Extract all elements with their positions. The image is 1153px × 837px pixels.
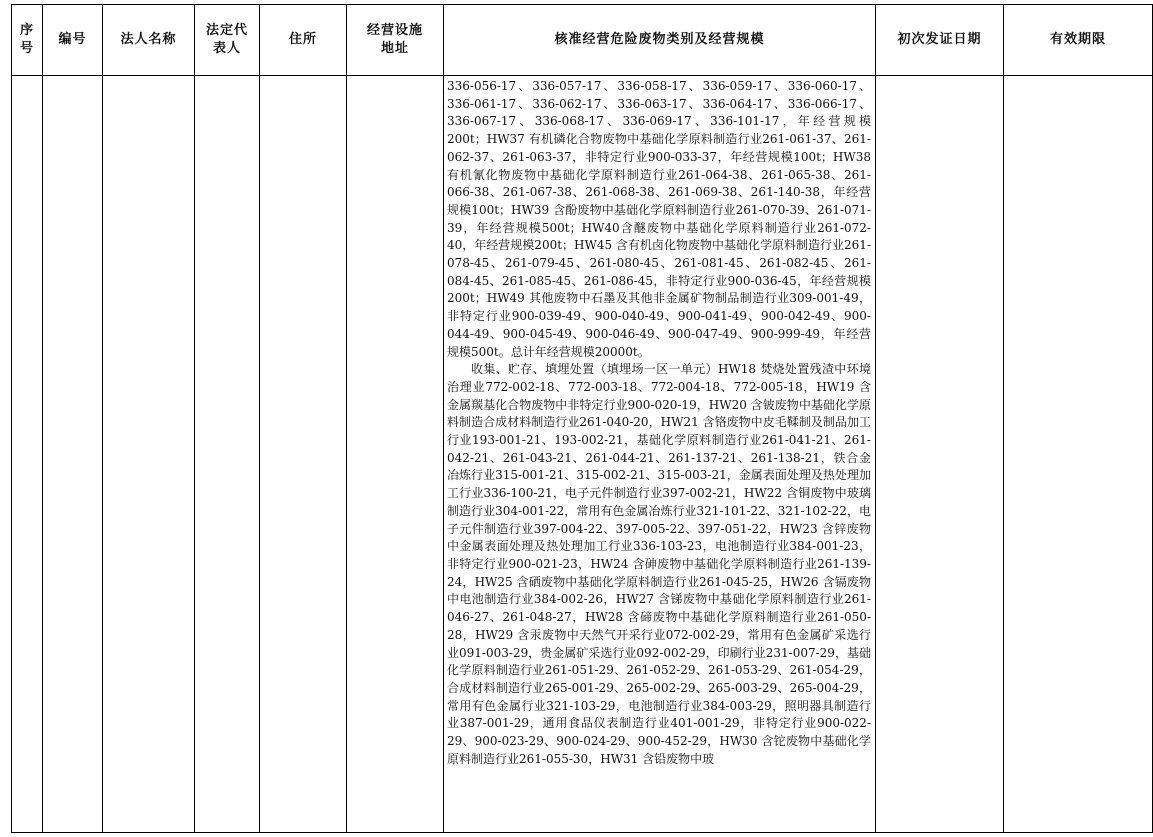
col-border <box>1003 4 1004 833</box>
header-scope: 核准经营危险废物类别及经营规模 <box>554 32 765 47</box>
col-border <box>42 4 43 833</box>
col-border <box>11 4 12 833</box>
scope-cell <box>447 78 871 768</box>
col-border <box>259 4 260 833</box>
col-border <box>443 4 444 833</box>
header-bottom-border <box>11 75 1153 76</box>
col-border <box>346 4 347 833</box>
header-first-issue-date: 初次发证日期 <box>897 32 982 47</box>
header-number: 编号 <box>58 32 87 47</box>
col-border <box>194 4 195 833</box>
header-validity: 有效期限 <box>1049 32 1106 47</box>
scope-paragraph: 336-056-17、336-057-17、336-058-17、336-059-17、336-060-17、336-061-17、336-062-17、336-063-17、336-064-17、336-066-17、336-067-17、336-068-17、336-069-17、336-101-17，年经营规模200t；HW37 有机磷化合物废物中基础化学原料制造行业261-061-37、261-062-37、261-063-37，非特定行业900-033-37，年经营规模100t；HW38 有机氰化物废物中基础化学原料制造行业261-064-38、261-065-38、261-066-38、261-067-38、261-068-38、261-069-38、261-140-38，年经营规模100t；HW39 含酚废物中基础化学原料制造行业261-070-39、261-071-39，年经营规模500t；HW40含醚废物中基础化学原料制造行业261-072-40，年经营规模200t；HW45 含有机卤化物废物中基础化学原料制造行业261-078-45、261-079-45、261-080-45、261-081-45、261-082-45、261-084-45、261-085-45、261-086-45，非特定行业900-036-45，年经营规模200t；HW49 其他废物中石墨及其他非金属矿物制品制造行业309-001-49，非特定行业900-039-49、900-040-49、900-041-49、900-042-49、900-044-49、900-045-49、900-046-49、900-047-49、900-999-49，年经营规模500t。总计年经营规模20000t。 <box>447 79 871 359</box>
header-legal-rep: 法定代 表人 <box>205 23 248 56</box>
header-address: 住所 <box>288 32 317 47</box>
header-facility-address: 经营设施 地址 <box>366 23 423 56</box>
header-name: 法人名称 <box>120 32 177 47</box>
header-seq: 序 号 <box>19 23 34 56</box>
table-bottom-border <box>11 832 1153 833</box>
scope-paragraph: 收集、贮存、填埋处置（填埋场一区一单元）HW18 焚烧处置残渣中环境治理业772-002-18、772-003-18、772-004-18、772-005-18，HW19 含金属羰基化合物废物中非特定行业900-020-19，HW20 含铍废物中基础化学原料制造合成材料制造行业261-040-20，HW21 含铬废物中皮毛鞣制及制品加工行业193-001-21、193-002-21，基础化学原料制造行业261-041-21、261-042-21、261-043-21、261-044-21、261-137-21、261-138-21，铁合金冶炼行业315-001-21、315-002-21、315-003-21，金属表面处理及热处理加工行业336-100-21，电子元件制造行业397-002-21，HW22 含铜废物中玻璃制造行业304-001-22，常用有色金属冶炼行业321-101-22、321-102-22，电子元件制造行业397-004-22、397-005-22、397-051-22，HW23 含锌废物中金属表面处理及热处理加工行业336-103-23，电池制造行业384-001-23，非特定行业900-021-23，HW24 含砷废物中基础化学原料制造行业261-139-24，HW25 含硒废物中基础化学原料制造行业261-045-25，HW26 含镉废物中电池制造行业384-002-26，HW27 含锑废物中基础化学原料制造行业261-046-27、261-048-27，HW28 含碲废物中基础化学原料制造行业261-050-28，HW29 含汞废物中天然气开采行业072-002-29，常用有色金属矿采选行业091-003-29，贵金属矿采选行业092-002-29，印刷行业231-007-29，基础化学原料制造行业261-051-29、261-052-29、261-053-29、261-054-29，合成材料制造行业265-001-29、265-002-29、265-003-29、265-004-29，常用有色金属行业321-103-29，电池制造行业384-003-29，照明器具制造行业387-001-29，通用食品仪表制造行业401-001-29，非特定行业900-022-29、900-023-29、900-024-29、900-452-29，HW30 含铊废物中基础化学原料制造行业261-055-30，HW31 含铅废物中玻 <box>447 362 871 766</box>
col-border <box>875 4 876 833</box>
col-border <box>102 4 103 833</box>
